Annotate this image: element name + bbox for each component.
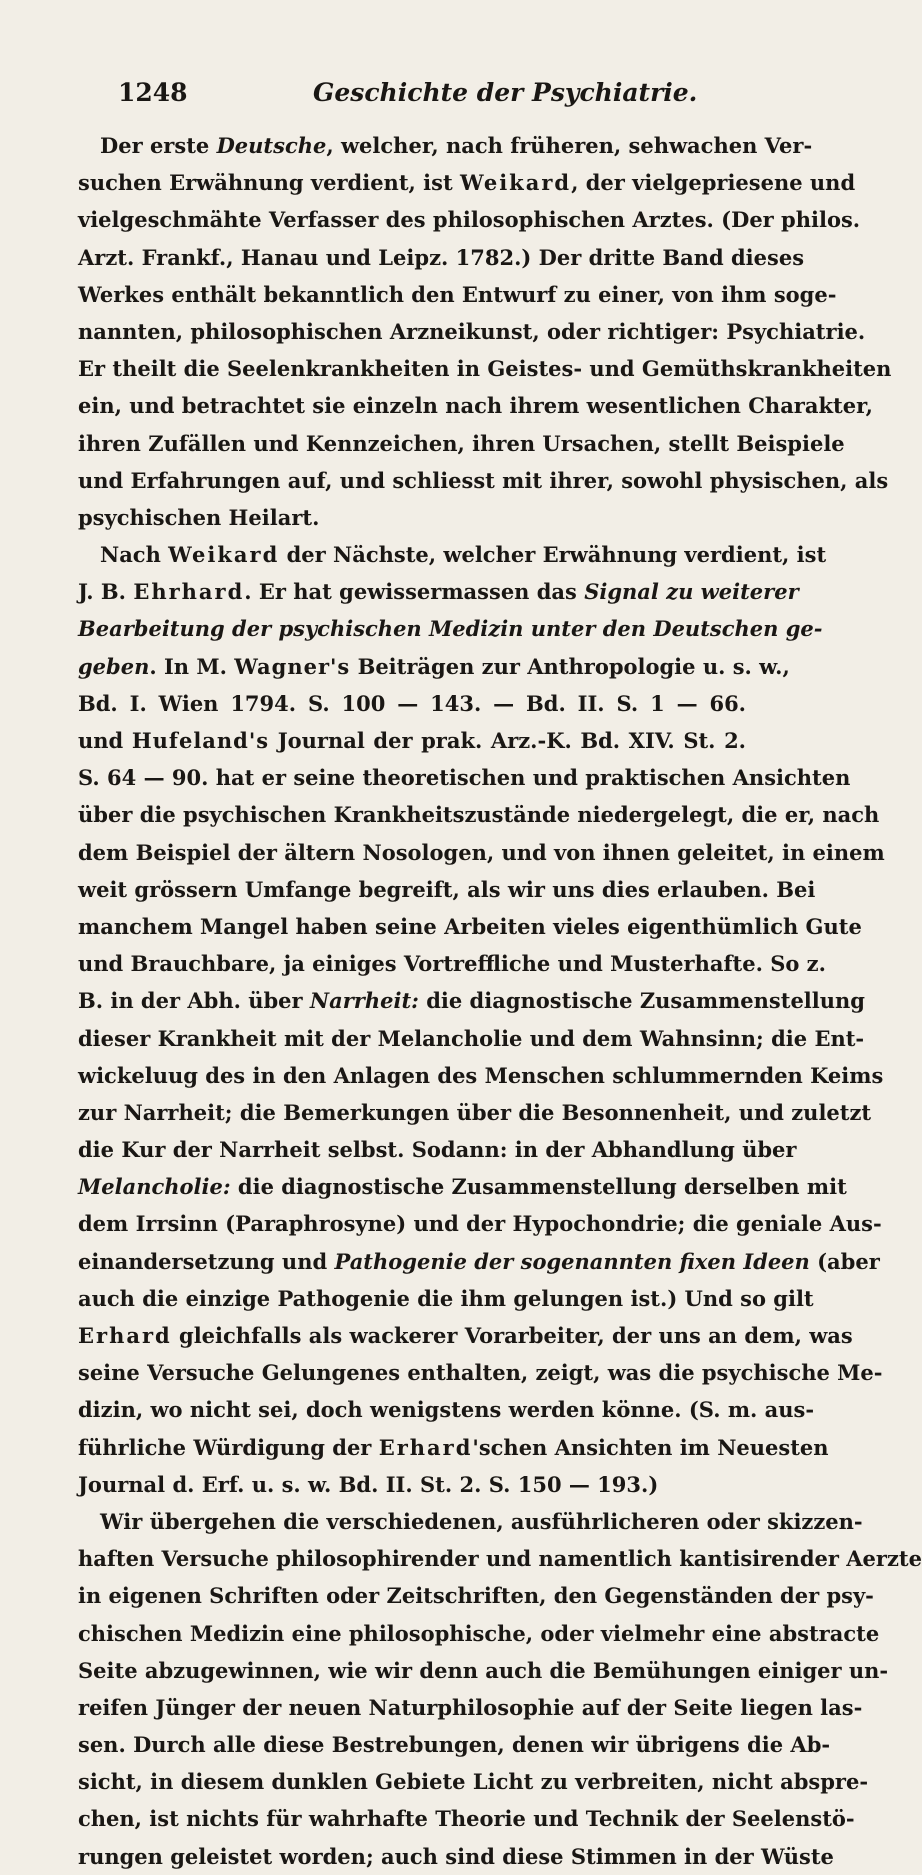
page-number: 1248 [118,78,188,107]
body-text [78,127,922,1875]
text-line: B. in der Abh. über Narrheit: die diagnostische Zusammenstellung [78,988,865,1014]
text-line: dizin, wo nicht sei, doch wenigstens werden könne. (S. m. aus- [78,1397,815,1423]
text-line: Wir übergehen die verschiedenen, ausführlicheren oder skizzen- [100,1508,863,1534]
text-line: rungen geleistet worden; auch sind diese Stimmen in der Wüste [78,1843,834,1869]
text-line: seine Versuche Gelungenes enthalten, zeigt, was die psychische Me- [78,1360,883,1386]
text-line: ihren Zufällen und Kennzeichen, ihren Ursachen, stellt Beispiele [78,430,845,456]
text-line: Er theilt die Seelenkrankheiten in Geistes- und Gemüthskrankheiten [78,356,892,382]
running-title: Geschichte der Psychiatrie. [313,78,698,107]
text-line: Der erste Deutsche, welcher, nach früheren, sehwachen Ver- [100,133,813,158]
text-line: vielgeschmähte Verfasser des philosophischen Arztes. (Der philos. [78,207,861,233]
text-line: J. B. Ehrhard. Er hat gewissermassen das Signal zu weiterer [78,579,799,605]
text-line: führliche Würdigung der Erhard'schen Ansichten im Neuesten [78,1434,829,1460]
text-line: Journal d. Erf. u. s. w. Bd. II. St. 2. S. 150 — 193.) [78,1471,659,1497]
text-line: ein, und betrachtet sie einzeln nach ihrem wesentlichen Charakter, [78,393,873,419]
text-line: reifen Jünger der neuen Naturphilosophie auf der Seite liegen las- [78,1694,863,1720]
text-line: in eigenen Schriften oder Zeitschriften, den Gegenständen der psy- [78,1583,874,1609]
text-line: und Hufeland's Journal der prak. Arz.-K. Bd. XIV. St. 2. [78,728,746,753]
text-line: wickeluug des in den Anlagen des Menschen schlummernden Keims [78,1062,884,1088]
text-line: haften Versuche philosophirender und namentlich kantisirender Aerzte [78,1546,922,1572]
text-line: Arzt. Frankf., Hanau und Leipz. 1782.) Der dritte Band dieses [78,244,805,270]
text-line: Seite abzugewinnen, wie wir denn auch die Bemühungen einiger un- [78,1657,889,1683]
text-line: Nach Weikard der Nächste, welcher Erwähnung verdient, ist [100,542,827,568]
text-line: einandersetzung und Pathogenie der sogenannten fixen Ideen (aber [78,1248,880,1274]
text-line: chen, ist nichts für wahrhafte Theorie und Technik der Seelenstö- [78,1806,855,1832]
text-line: Bd. I. Wien 1794. S. 100 — 143. — Bd. II. S. 1 — 66. [78,690,746,716]
text-line: dem Beispiel der ältern Nosologen, und von ihnen geleitet, in einem [78,839,885,865]
text-line: und Erfahrungen auf, und schliesst mit ihrer, sowohl physischen, als [78,467,889,493]
text-line: nannten, philosophischen Arzneikunst, oder richtiger: Psychiatrie. [78,318,866,344]
text-line: Werkes enthält bekanntlich den Entwurf zu einer, von ihm soge- [78,281,837,307]
text-line: über die psychischen Krankheitszustände niedergelegt, die er, nach [78,802,880,828]
text-line: sicht, in diesem dunklen Gebiete Licht zu verbreiten, nicht abspre- [78,1769,869,1795]
text-line: S. 64 — 90. hat er seine theoretischen und praktischen Ansichten [78,765,851,791]
text-line: manchem Mangel haben seine Arbeiten vieles eigenthümlich Gute [78,913,862,939]
text-line: Melancholie: die diagnostische Zusammenstellung derselben mit [78,1174,847,1200]
page-header [118,78,728,118]
text-line: geben. In M. Wagner's Beiträgen zur Anthropologie u. s. w., [78,653,790,679]
text-line: chischen Medizin eine philosophische, oder vielmehr eine abstracte [78,1620,880,1646]
text-line: sen. Durch alle diese Bestrebungen, denen wir übrigens die Ab- [78,1732,831,1758]
text-line: auch die einzige Pathogenie die ihm gelungen ist.) Und so gilt [78,1285,814,1311]
text-line: Bearbeitung der psychischen Medizin unter den Deutschen ge- [78,616,823,642]
text-line: Erhard gleichfalls als wackerer Vorarbeiter, der uns an dem, was [78,1323,853,1348]
text-line: weit grössern Umfange begreift, als wir uns dies erlauben. Bei [78,876,816,902]
text-line: und Brauchbare, ja einiges Vortreffliche und Musterhafte. So z. [78,951,826,977]
text-line: psychischen Heilart. [78,504,320,530]
text-line: dem Irrsinn (Paraphrosyne) und der Hypochondrie; die geniale Aus- [78,1211,882,1237]
text-line: zur Narrheit; die Bemerkungen über die Besonnenheit, und zuletzt [78,1099,872,1125]
text-line: die Kur der Narrheit selbst. Sodann: in der Abhandlung über [78,1137,797,1163]
text-line: suchen Erwähnung verdient, ist Weikard, der vielgepriesene und [78,170,856,196]
text-line: dieser Krankheit mit der Melancholie und dem Wahnsinn; die Ent- [78,1025,865,1051]
